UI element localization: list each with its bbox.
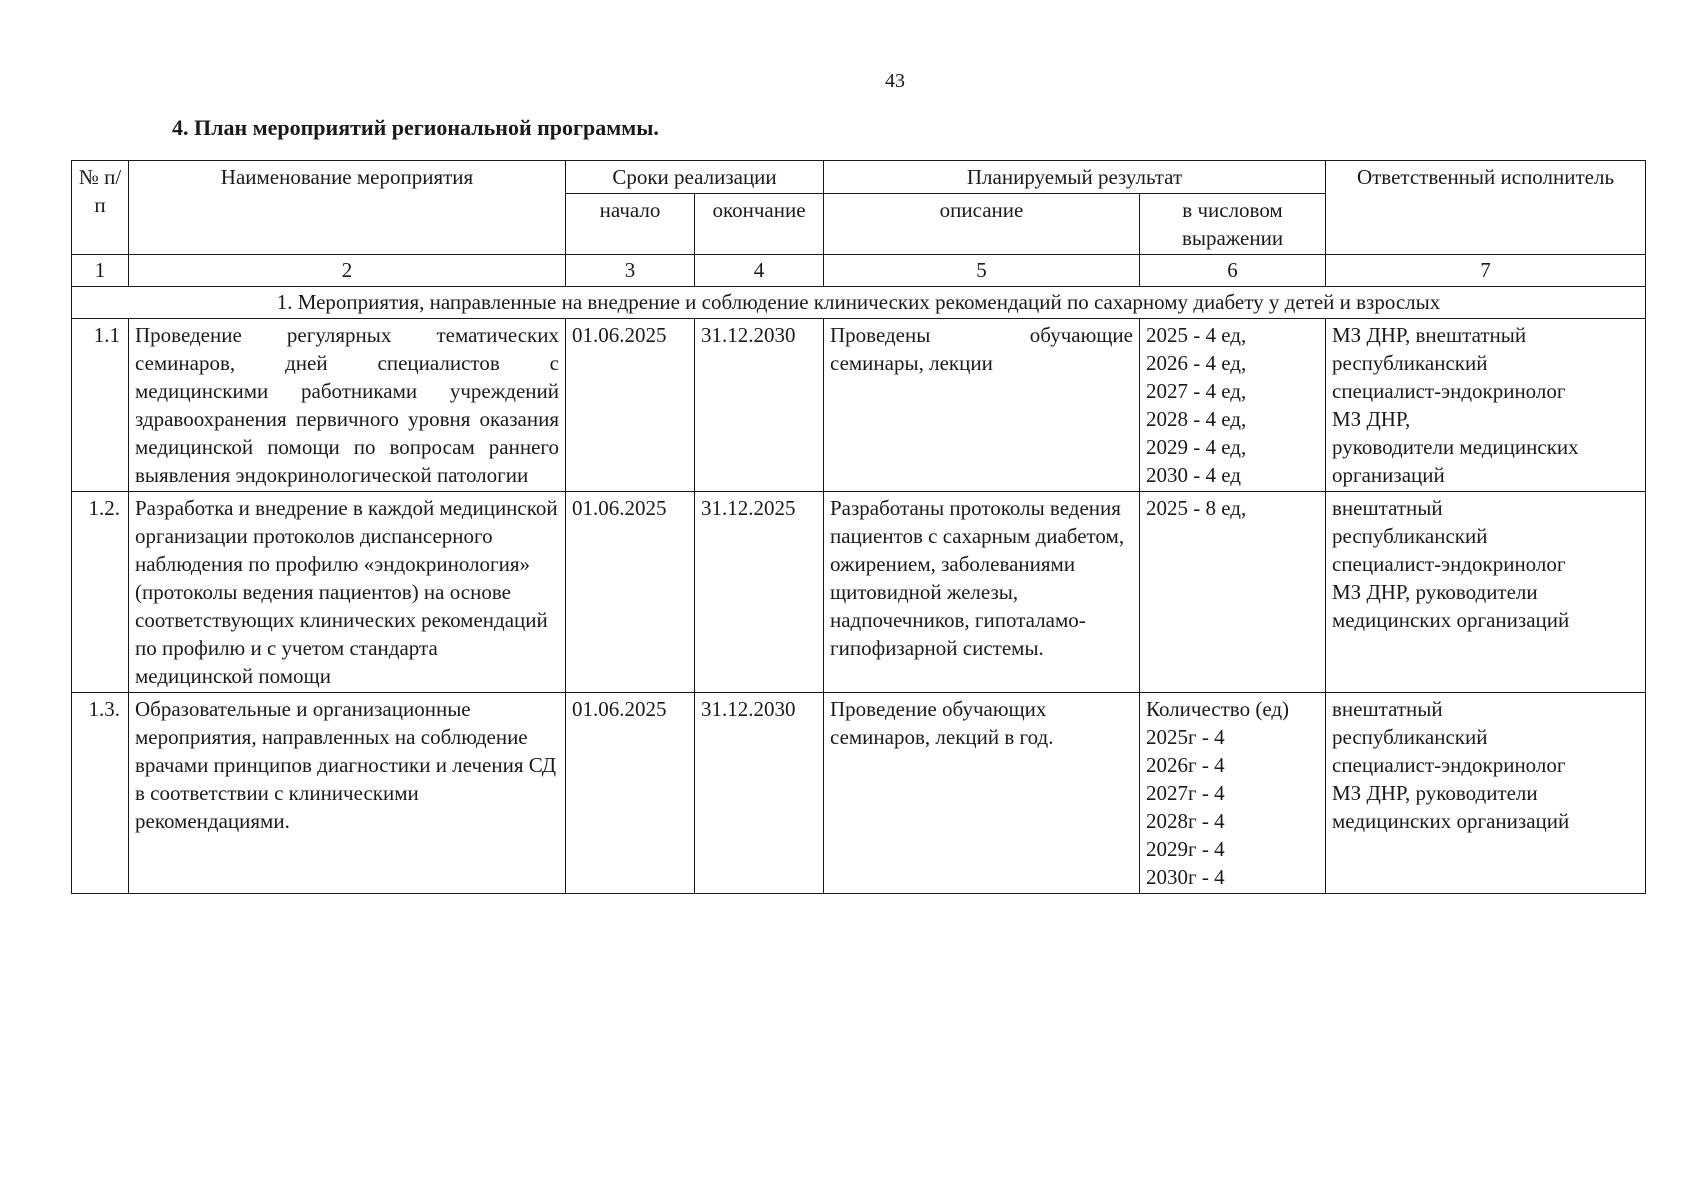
row-responsible xyxy=(1326,319,1646,492)
column-number: 1 xyxy=(72,255,129,287)
column-number: 7 xyxy=(1326,255,1646,287)
header-end: окончание xyxy=(695,194,824,255)
numeric-line: 2025 - 8 ед, xyxy=(1146,496,1247,520)
numeric-line: 2030 - 4 ед xyxy=(1146,463,1241,487)
responsible-line: МЗ ДНР, руководители xyxy=(1332,580,1538,604)
responsible-line: республиканский xyxy=(1332,725,1488,749)
numeric-line: 2027 - 4 ед, xyxy=(1146,379,1247,403)
responsible-line: специалист-эндокринолог xyxy=(1332,552,1566,576)
numeric-line: 2029г - 4 xyxy=(1146,837,1225,861)
table-row xyxy=(72,693,1646,894)
responsible-line: внештатный xyxy=(1332,496,1443,520)
numeric-line: 2025г - 4 xyxy=(1146,725,1225,749)
responsible-line: специалист-эндокринолог xyxy=(1332,753,1566,777)
row-name: Разработка и внедрение в каждой медицинской организации протоколов диспансерного наблюдения по профилю «эндокринология» (протоколы ведения пациентов) на основе соответствующих клинических рекомендаций по профилю и с учетом стандарта медицинской помощи xyxy=(129,492,566,693)
column-number: 3 xyxy=(566,255,695,287)
responsible-line: республиканский xyxy=(1332,524,1488,548)
table-row xyxy=(72,492,1646,693)
row-description: Проведены обучающие семинары, лекции xyxy=(824,319,1140,492)
responsible-line: МЗ ДНР, руководители xyxy=(1332,781,1538,805)
row-end: 31.12.2030 xyxy=(695,319,824,492)
header-result: Планируемый результат xyxy=(824,161,1326,194)
page-number: 43 xyxy=(885,70,905,92)
row-end: 31.12.2030 xyxy=(695,693,824,894)
section-title: 4. План мероприятий региональной программы. xyxy=(172,115,659,140)
group-row xyxy=(72,287,1646,319)
plan-table xyxy=(71,160,1646,894)
responsible-line: медицинских организаций xyxy=(1332,809,1570,833)
responsible-line: МЗ ДНР, внештатный xyxy=(1332,323,1527,347)
numeric-line: 2028г - 4 xyxy=(1146,809,1225,833)
numeric-line: 2025 - 4 ед, xyxy=(1146,323,1247,347)
responsible-line: медицинских организаций xyxy=(1332,608,1570,632)
numeric-line: 2030г - 4 xyxy=(1146,865,1225,889)
responsible-line: республиканский xyxy=(1332,351,1488,375)
header-name: Наименование мероприятия xyxy=(129,161,566,255)
column-numbers-row xyxy=(72,255,1646,287)
row-name: Проведение регулярных тематических семинаров, дней специалистов с медицинскими работниками учреждений здравоохранения первичного уровня оказания медицинской помощи по вопросам раннего выявления эндокринологической патологии xyxy=(129,319,566,492)
table-row xyxy=(72,319,1646,492)
row-name: Образовательные и организационные мероприятия, направленных на соблюдение врачами принципов диагностики и лечения СД в соответствии с клиническими рекомендациями. xyxy=(129,693,566,894)
row-number: 1.3. xyxy=(72,693,129,894)
row-start: 01.06.2025 xyxy=(566,319,695,492)
row-numeric xyxy=(1140,319,1326,492)
numeric-line: 2028 - 4 ед, xyxy=(1146,407,1247,431)
row-end: 31.12.2025 xyxy=(695,492,824,693)
numeric-line: 2026г - 4 xyxy=(1146,753,1225,777)
responsible-line: внештатный xyxy=(1332,697,1443,721)
row-number: 1.2. xyxy=(72,492,129,693)
header-responsible: Ответственный исполнитель xyxy=(1326,161,1646,255)
row-start: 01.06.2025 xyxy=(566,693,695,894)
group-title: 1. Мероприятия, направленные на внедрение и соблюдение клинических рекомендаций по сахарному диабету у детей и взрослых xyxy=(72,287,1646,319)
header-numeric: в числовом выражении xyxy=(1140,194,1326,255)
row-start: 01.06.2025 xyxy=(566,492,695,693)
numeric-line: 2027г - 4 xyxy=(1146,781,1225,805)
header-num: № п/п xyxy=(72,161,129,255)
row-responsible xyxy=(1326,492,1646,693)
responsible-line: МЗ ДНР, xyxy=(1332,407,1411,431)
column-number: 6 xyxy=(1140,255,1326,287)
row-description: Проведение обучающих семинаров, лекций в год. xyxy=(824,693,1140,894)
header-description: описание xyxy=(824,194,1140,255)
numeric-line: 2026 - 4 ед, xyxy=(1146,351,1247,375)
header-start: начало xyxy=(566,194,695,255)
responsible-line: специалист-эндокринолог xyxy=(1332,379,1566,403)
responsible-line: руководители медицинских xyxy=(1332,435,1579,459)
responsible-line: организаций xyxy=(1332,463,1445,487)
row-numeric xyxy=(1140,693,1326,894)
row-numeric xyxy=(1140,492,1326,693)
numeric-line: Количество (ед) xyxy=(1146,697,1290,721)
header-row xyxy=(72,161,1646,194)
column-number: 2 xyxy=(129,255,566,287)
numeric-line: 2029 - 4 ед, xyxy=(1146,435,1247,459)
row-number: 1.1 xyxy=(72,319,129,492)
row-responsible xyxy=(1326,693,1646,894)
row-description: Разработаны протоколы ведения пациентов с сахарным диабетом, ожирением, заболеваниями щитовидной железы, надпочечников, гипоталамо-гипофизарной системы. xyxy=(824,492,1140,693)
column-number: 5 xyxy=(824,255,1140,287)
header-terms: Сроки реализации xyxy=(566,161,824,194)
column-number: 4 xyxy=(695,255,824,287)
